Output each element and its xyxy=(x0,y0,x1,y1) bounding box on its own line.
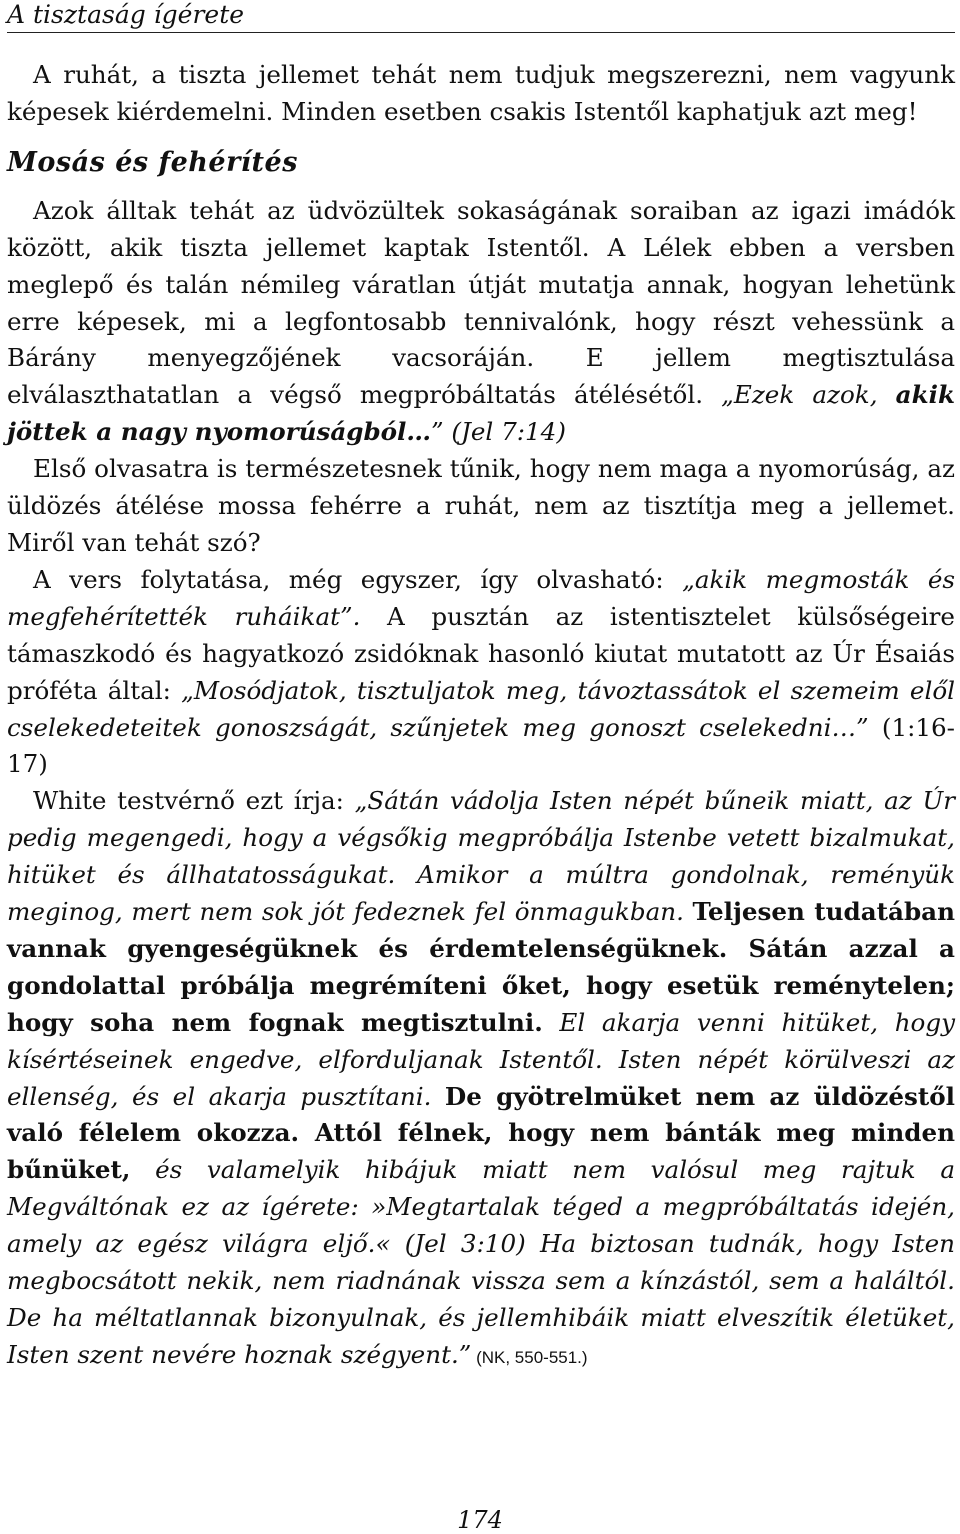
page-number: 174 xyxy=(457,1506,503,1534)
paragraph-4 xyxy=(7,783,955,1377)
paragraph-2: Első olvasatra is természetesnek tűnik, hogy nem maga a nyomorúság, az üldözés átélése mossa fehérre a ruhát, nem az tisztítja meg a jellemet. Miről van tehát szó? xyxy=(7,454,955,557)
paragraph-4-quote-3: és valamelyik hibájuk miatt nem valósul meg rajtuk a Megváltónak ez az ígérete: »Megtartalak téged a megpróbáltatás idején, amely az egész világra eljő.« (Jel 3:10) Ha biztosan tudnák, hogy Isten megbocsátott nekik, nem riadnának vissza sem a kínzástól, sem a haláltól. De ha méltatlannak bizonyulnak, és jellemhibáik miatt elveszítik életüket, Isten szent nevére hoznak szégyent.” xyxy=(7,1155,955,1369)
paragraph-3-reference: (1:16-17) xyxy=(7,712,955,779)
paragraph-4-bold-2: De gyötrelmüket nem az üldözéstől való félelem okozza. Attól félnek, hogy nem bánták meg minden bűnüket, xyxy=(7,1081,955,1185)
quote-open: „Ezek azok, xyxy=(703,380,896,410)
paragraph-3 xyxy=(7,562,955,783)
intro-paragraph: A ruhát, a tiszta jellemet tehát nem tudjuk megszerezni, nem vagyunk képesek kiérdemelni. Minden esetben csakis Istentől kaphatjuk azt meg! xyxy=(7,60,955,126)
reference: (Jel 7:14) xyxy=(443,417,566,447)
paragraph-4-bold-1: Teljesen tudatában vannak gyengeségüknek és érdemtelenségüknek. Sátán azzal a gondolattal próbálja megrémíteni őket, hogy esetük reménytelen; hogy soha nem fognak megtisztulni. xyxy=(7,897,955,1037)
paragraph-3-text-2: A pusztán az istentisztelet külsőségeire támaszkodó és hagyatkozó zsidóknak hasonló kiutat mutatott az Úr Ésaiás próféta által: xyxy=(7,601,955,705)
paragraph-1 xyxy=(7,193,955,451)
paragraph-3-quote-2: „Mosódjatok, tisztuljatok meg, távoztassátok el szemeim elől cselekedeteitek gonoszságát, szűnjetek meg gonoszt cselekedni…” xyxy=(7,675,955,742)
paragraph-1-text: Azok álltak tehát az üdvözültek sokaságának soraiban az igazi imádók között, akik tiszta jellemet kaptak Istentől. A Lélek ebben a versben meglepő és talán némileg váratlan útját mutatja annak, hogyan lehetünk erre képesek, mi a legfontosabb tennivalónk, hogy részt vehessünk a Bárány menyegzőjének vacsoráján. E jellem megtisztulása elválaszthatatlan a végső megpróbáltatás átélésétől. xyxy=(7,195,955,410)
quote-bold: akik jöttek a nagy nyomorúságból… xyxy=(7,380,955,447)
section-heading: Mosás és fehérítés xyxy=(7,146,298,178)
paragraph-4-quote-2: El akarja venni hitüket, hogy kísértéseinek engedve, elforduljanak Istentől. Isten népét körülveszi az ellenség, és el akarja pusztítani. xyxy=(7,1007,955,1111)
paragraph-4-quote-1: „Sátán vádolja Isten népét bűneik miatt, az Úr pedig megengedi, hogy a végsőkig megpróbálja Istenbe vetett bizalmukat, hitüket és állhatatosságukat. Amikor a múltra gondolnak, reményük meginog, mert nem sok jót fedeznek fel önmagukban. xyxy=(7,786,956,927)
quote-close: ” xyxy=(431,417,444,447)
paragraph-3-text-1: A vers folytatása, még egyszer, így olvasható: xyxy=(33,564,683,594)
paragraph-4-text: White testvérnő ezt írja: xyxy=(33,786,355,816)
paragraph-4-reference: (NK, 550-551.) xyxy=(471,1347,588,1367)
running-head: A tisztaság ígérete xyxy=(7,0,955,33)
paragraph-3-quote-1: „akik megmosták és megfehérítették ruháikat”. xyxy=(7,564,955,631)
